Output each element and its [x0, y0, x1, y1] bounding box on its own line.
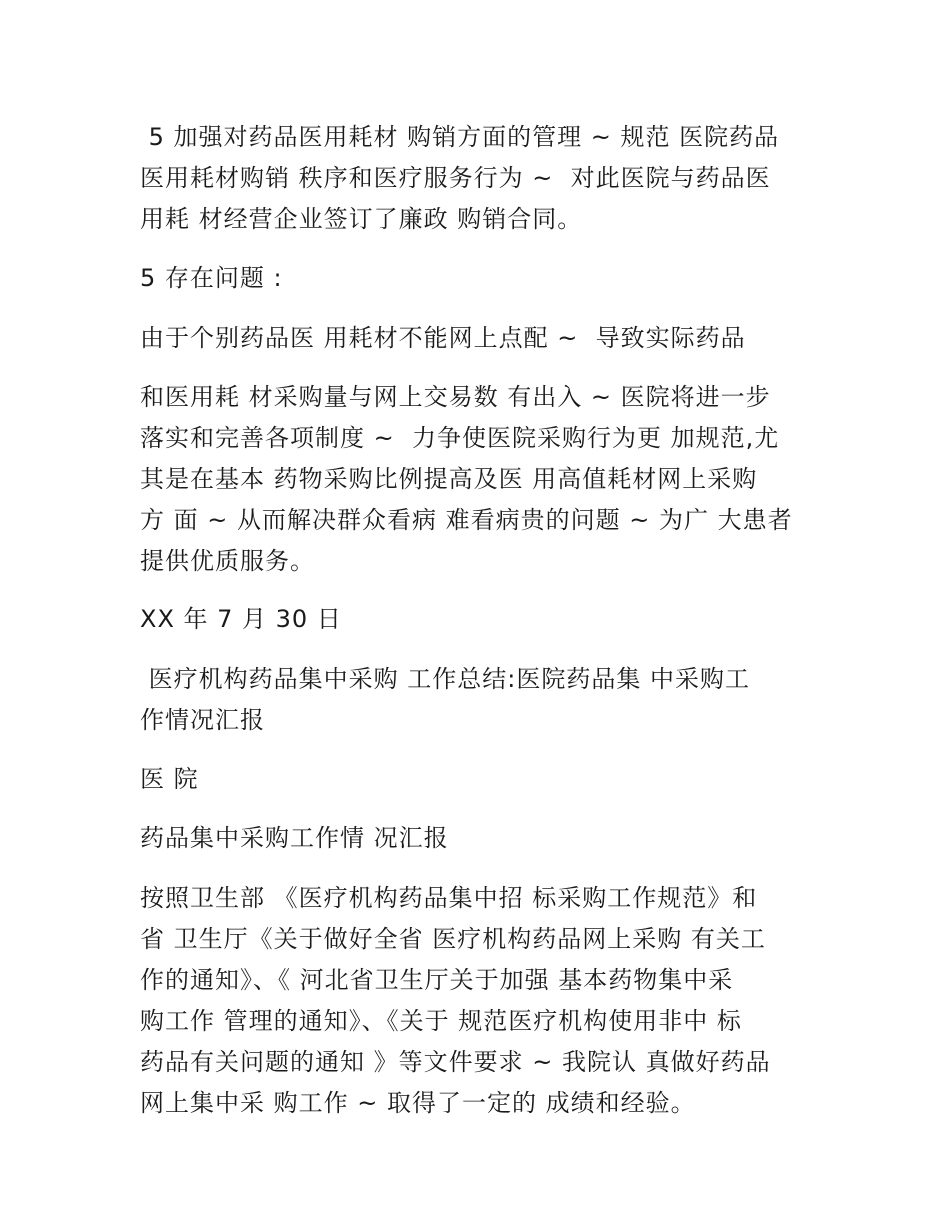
paragraph-improvement-plan: 和医用耗 材采购量与网上交易数 有出入 ~ 医院将进一步 落实和完善各项制度 ~ 力争使医院采购行为更 加规范,尤 其是在基本 药物采购比例提高及医 用高值耗材网上采购 方 面 ~ 从而解决群众看病 难看病贵的问题 ~ 为广 大患者 提供优质服务。 [140, 383, 793, 575]
paragraph-summary-title: 医疗机构药品集中采购 工作总结:医院药品集 中采购工 作情况汇报 [140, 665, 750, 734]
paragraph-report-title: 药品集中采购工作情 况汇报 [140, 824, 449, 852]
paragraph-problem-description: 由于个别药品医 用耗材不能网上点配 ~ 导致实际药品 [140, 324, 746, 352]
paragraph-problems-heading: 5 存在问题 : [140, 264, 283, 292]
paragraph-hospital: 医 院 [140, 765, 199, 793]
paragraph-purchase-management: 5 加强对药品医用耗材 购销方面的管理 ~ 规范 医院药品 医用耗材购销 秩序和医疗服务行为 ~ 对此医院与药品医 用耗 材经营企业签订了廉政 购销合同。 [140, 123, 780, 233]
paragraph-report-body: 按照卫生部 《医疗机构药品集中招 标采购工作规范》和 省 卫生厅《关于做好全省 医疗机构药品网上采购 有关工 作的通知》、《 河北省卫生厅关于加强 基本药物集中采 购工作 管理的通知》、《关于 规范医疗机构使用非中 标 药品有关问题的通知 》等文件要求 ~ 我院认 真做好药品 网上集中采 购工作 ~ 取得了一定的 成绩和经验。 [140, 884, 771, 1117]
paragraph-date: XX 年 7 月 30 日 [140, 605, 342, 633]
